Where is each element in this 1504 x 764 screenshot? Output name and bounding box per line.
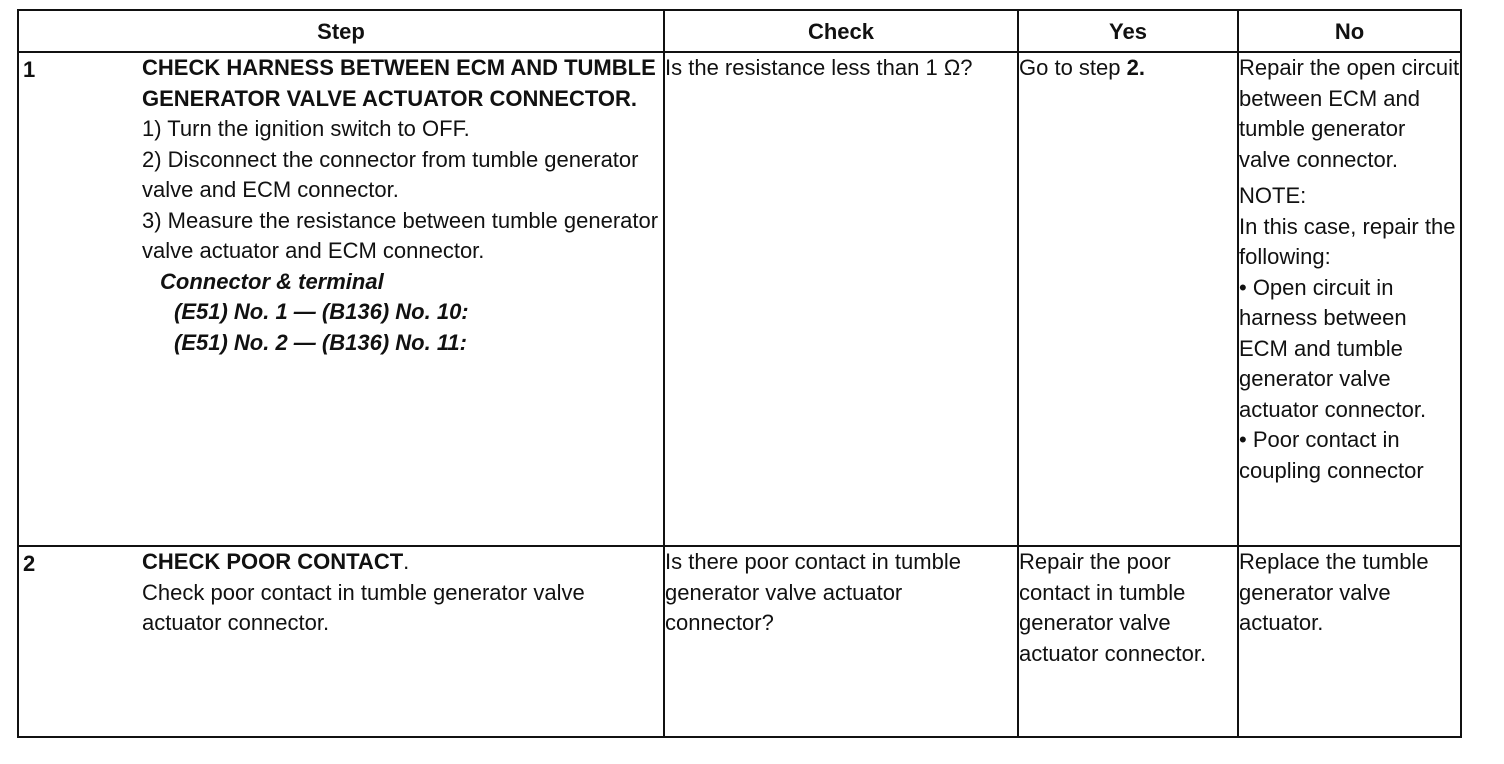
spec-heading: Connector & terminal: [160, 268, 384, 294]
step-instruction: 2) Disconnect the connector from tumble generator valve and ECM connector.: [142, 146, 639, 202]
step-cell: [18, 52, 664, 546]
note-text: In this case, repair the following:: [1239, 213, 1456, 269]
table-row: [18, 52, 1461, 546]
step-instruction: Check poor contact in tumble generator valve actuator connector.: [142, 579, 585, 636]
header-check: Check: [664, 10, 1018, 52]
check-question: Is there poor contact in tumble generator valve actuator connector?: [665, 549, 961, 636]
note-bullet: • Poor contact in coupling connector: [1239, 427, 1424, 483]
step-instruction: 3) Measure the resistance between tumble generator valve actuator and ECM connector.: [142, 207, 659, 263]
header-step: Step: [18, 10, 664, 52]
yes-cell: [1018, 52, 1238, 546]
diagnostic-table: [17, 9, 1462, 738]
step-title-suffix: .: [403, 549, 410, 575]
step-title: CHECK HARNESS BETWEEN ECM AND TUMBLE GENERATOR VALVE ACTUATOR CONNECTOR.: [142, 55, 656, 111]
header-row: [18, 10, 1461, 52]
yes-text: Repair the poor contact in tumble generator valve actuator connector.: [1019, 549, 1207, 666]
spec-line: (E51) No. 2 — (B136) No. 11:: [174, 329, 467, 355]
yes-step-ref: 2.: [1126, 55, 1145, 80]
step-cell: [18, 546, 664, 737]
no-action: Replace the tumble generator valve actuator.: [1239, 549, 1429, 636]
header-yes: Yes: [1018, 10, 1238, 52]
no-action: Repair the open circuit between ECM and tumble generator valve connector.: [1239, 55, 1460, 172]
spec-line: (E51) No. 1 — (B136) No. 10:: [174, 299, 469, 324]
check-cell: [664, 546, 1018, 737]
step-number: 2: [23, 551, 36, 577]
header-no: No: [1238, 10, 1461, 52]
step-title: CHECK POOR CONTACT: [142, 549, 404, 575]
note-label: NOTE:: [1239, 183, 1307, 208]
check-question: Is the resistance less than 1 Ω?: [665, 55, 973, 80]
table-row: [18, 546, 1461, 737]
note-bullet: • Open circuit in harness between ECM and tumble generator valve actuator connector.: [1239, 274, 1427, 422]
yes-cell: [1018, 546, 1238, 737]
no-cell: [1238, 52, 1461, 546]
yes-text: Go to step: [1019, 55, 1127, 80]
check-cell: [664, 52, 1018, 546]
step-number: 1: [23, 57, 36, 82]
step-instruction: 1) Turn the ignition switch to OFF.: [142, 116, 470, 141]
no-cell: [1238, 546, 1461, 737]
